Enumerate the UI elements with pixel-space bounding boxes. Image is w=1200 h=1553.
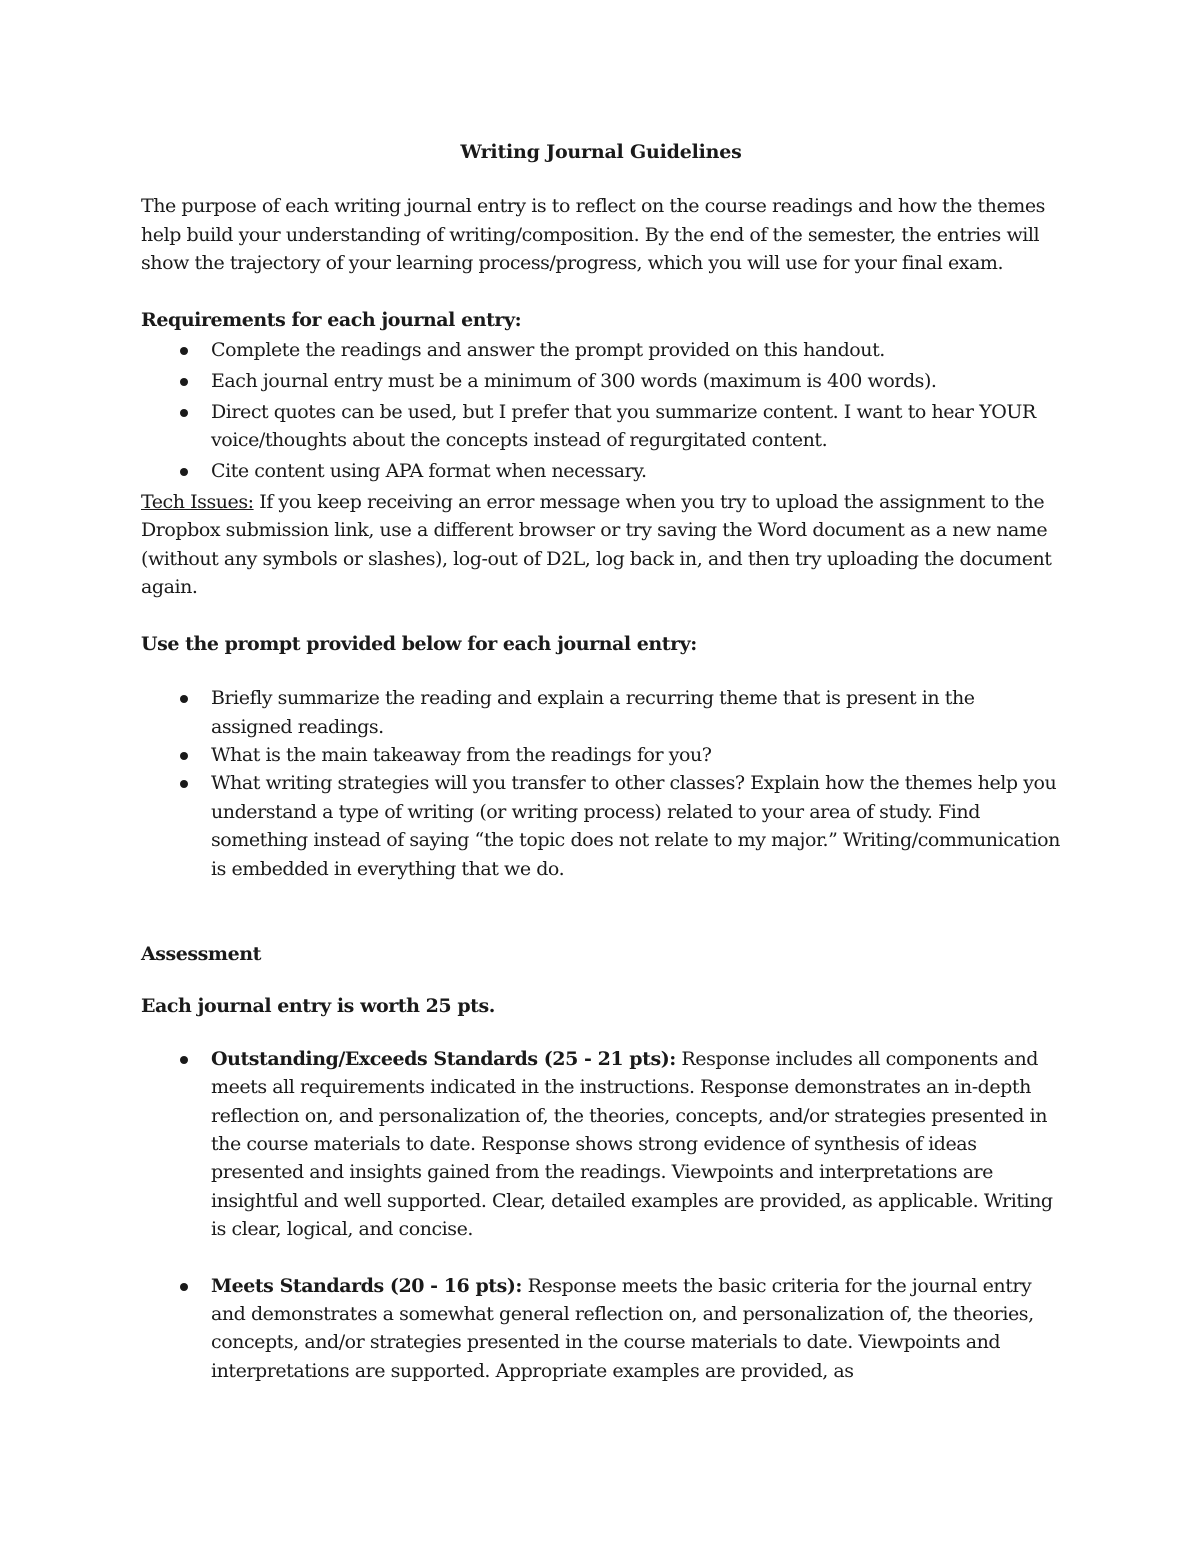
assessment-level-outstanding	[141, 1045, 1061, 1244]
assessment-level-meets	[141, 1272, 1061, 1386]
list-item: Briefly summarize the reading and explain a recurring theme that is present in the assigned readings.	[141, 684, 1061, 741]
tech-issues-paragraph	[141, 488, 1061, 602]
assessment-level-text: Response meets the basic criteria for the journal entry and demonstrates a somewhat general reflection on, and personalization of, the theories, concepts, and/or strategies presented in the course materials to date. Viewpoints and interpretations are supported. Appropriate examples are provided, as	[211, 1274, 1034, 1382]
assessment-level-label: Outstanding/Exceeds Standards (25 - 21 pts):	[211, 1047, 676, 1070]
document-title: Writing Journal Guidelines	[460, 141, 742, 163]
requirements-heading: Requirements for each journal entry:	[141, 308, 522, 331]
list-item: Each journal entry must be a minimum of 300 words (maximum is 400 words).	[141, 367, 1061, 395]
requirements-list	[141, 336, 1061, 486]
prompt-list	[141, 684, 1061, 883]
list-item: Direct quotes can be used, but I prefer that you summarize content. I want to hear YOUR voice/thoughts about the concepts instead of regurgitated content.	[141, 398, 1061, 455]
intro-paragraph: The purpose of each writing journal entry is to reflect on the course readings and how the themes help build your understanding of writing/composition. By the end of the semester, the entries will show the trajectory of your learning process/progress, which you will use for your final exam.	[141, 195, 1045, 275]
assessment-heading: Assessment	[141, 942, 261, 965]
document-page	[141, 138, 1061, 1413]
tech-issues-text: If you keep receiving an error message when you try to upload the assignment to the Dropbox submission link, use a different browser or try saving the Word document as a new name (without any symbols or slashes), log-out of D2L, log back in, and then try uploading the document again.	[141, 491, 1052, 599]
list-item: Complete the readings and answer the prompt provided on this handout.	[141, 336, 1061, 364]
list-item: What writing strategies will you transfer to other classes? Explain how the themes help you understand a type of writing (or writing process) related to your area of study. Find something instead of saying “the topic does not relate to my major.” Writing/communication is embedded in everything that we do.	[141, 769, 1061, 883]
assessment-level-text: Response includes all components and meets all requirements indicated in the instructions. Response demonstrates an in-depth reflection on, and personalization of, the theories, concepts, and/or strategies presented in the course materials to date. Response shows strong evidence of synthesis of ideas presented and insights gained from the readings. Viewpoints and interpretations are insightful and well supported. Clear, detailed examples are provided, as applicable. Writing is clear, logical, and concise.	[211, 1047, 1053, 1241]
prompt-heading: Use the prompt provided below for each journal entry:	[141, 632, 697, 655]
tech-issues-label: Tech Issues:	[141, 491, 254, 514]
list-item: Cite content using APA format when necessary.	[141, 457, 1061, 485]
assessment-levels-list	[141, 1045, 1061, 1385]
entry-worth-statement: Each journal entry is worth 25 pts.	[141, 995, 495, 1018]
assessment-level-label: Meets Standards (20 - 16 pts):	[211, 1274, 522, 1297]
list-item: What is the main takeaway from the readings for you?	[141, 741, 1061, 769]
